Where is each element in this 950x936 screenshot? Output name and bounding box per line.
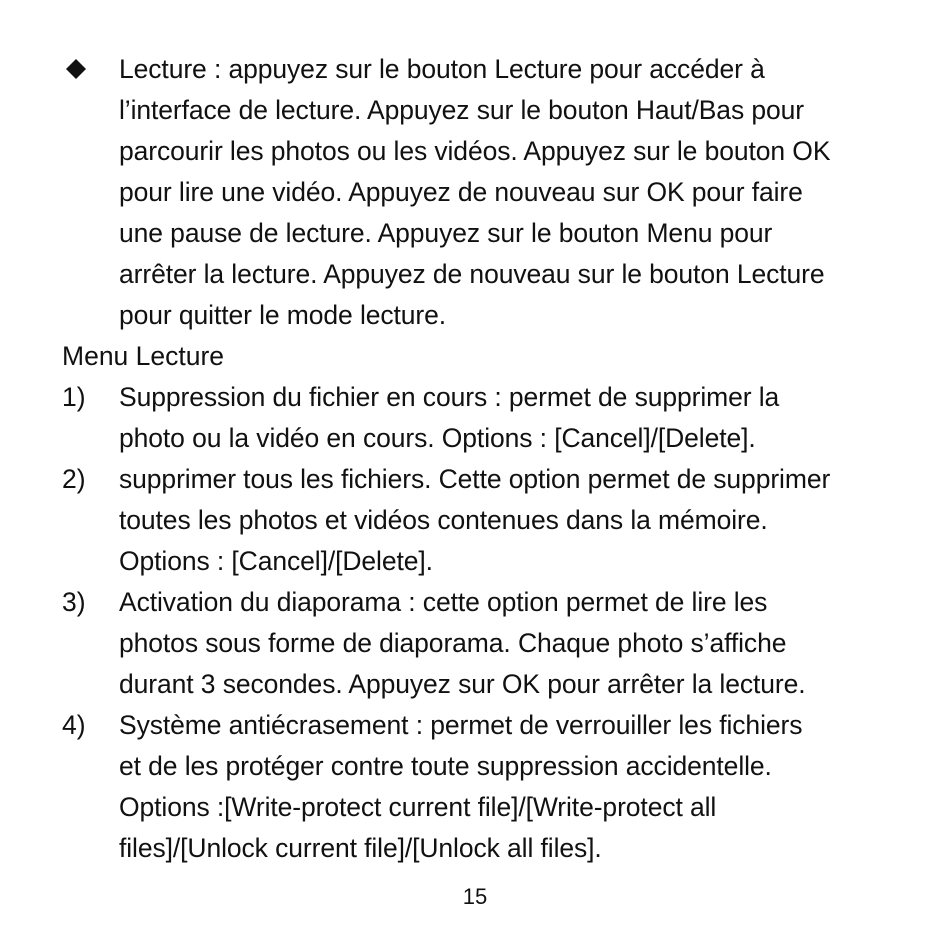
item-line: Système antiécrasement : permet de verrouiller les fichiers <box>119 710 803 740</box>
item-line: photos sous forme de diaporama. Chaque photo s’affiche <box>119 628 787 658</box>
bullet-line: l’interface de lecture. Appuyez sur le bouton Haut/Bas pour <box>119 95 804 125</box>
item-line: Suppression du fichier en cours : permet de supprimer la <box>119 382 780 412</box>
bullet-line: parcourir les photos ou les vidéos. Appuyez sur le bouton OK <box>119 136 831 166</box>
bullet-line: pour lire une vidéo. Appuyez de nouveau sur OK pour faire <box>119 177 803 207</box>
item-line: Options :[Write-protect current file]/[Write-protect all <box>119 792 717 822</box>
item-line: Options : [Cancel]/[Delete]. <box>119 546 433 576</box>
item-line: durant 3 secondes. Appuyez sur OK pour arrêter la lecture. <box>119 669 806 699</box>
item-line: supprimer tous les fichiers. Cette option permet de supprimer <box>119 464 831 494</box>
diamond-bullet-icon <box>66 59 86 79</box>
item-line: photo ou la vidéo en cours. Options : [Cancel]/[Delete]. <box>119 423 756 453</box>
item-line: Activation du diaporama : cette option permet de lire les <box>119 587 768 617</box>
item-number: 2) <box>62 464 86 494</box>
item-number: 3) <box>62 587 86 617</box>
item-number: 1) <box>62 382 86 412</box>
item-line: files]/[Unlock current file]/[Unlock all files]. <box>119 833 602 863</box>
bullet-line: Lecture : appuyez sur le bouton Lecture pour accéder à <box>119 54 765 84</box>
bullet-line: arrêter la lecture. Appuyez de nouveau sur le bouton Lecture <box>119 259 825 289</box>
item-line: toutes les photos et vidéos contenues dans la mémoire. <box>119 505 768 535</box>
item-line: et de les protéger contre toute suppression accidentelle. <box>119 751 772 781</box>
page-number: 15 <box>462 884 488 909</box>
bullet-line: pour quitter le mode lecture. <box>119 300 447 330</box>
menu-heading: Menu Lecture <box>62 341 225 371</box>
bullet-line: une pause de lecture. Appuyez sur le bouton Menu pour <box>119 218 773 248</box>
item-number: 4) <box>62 710 86 740</box>
